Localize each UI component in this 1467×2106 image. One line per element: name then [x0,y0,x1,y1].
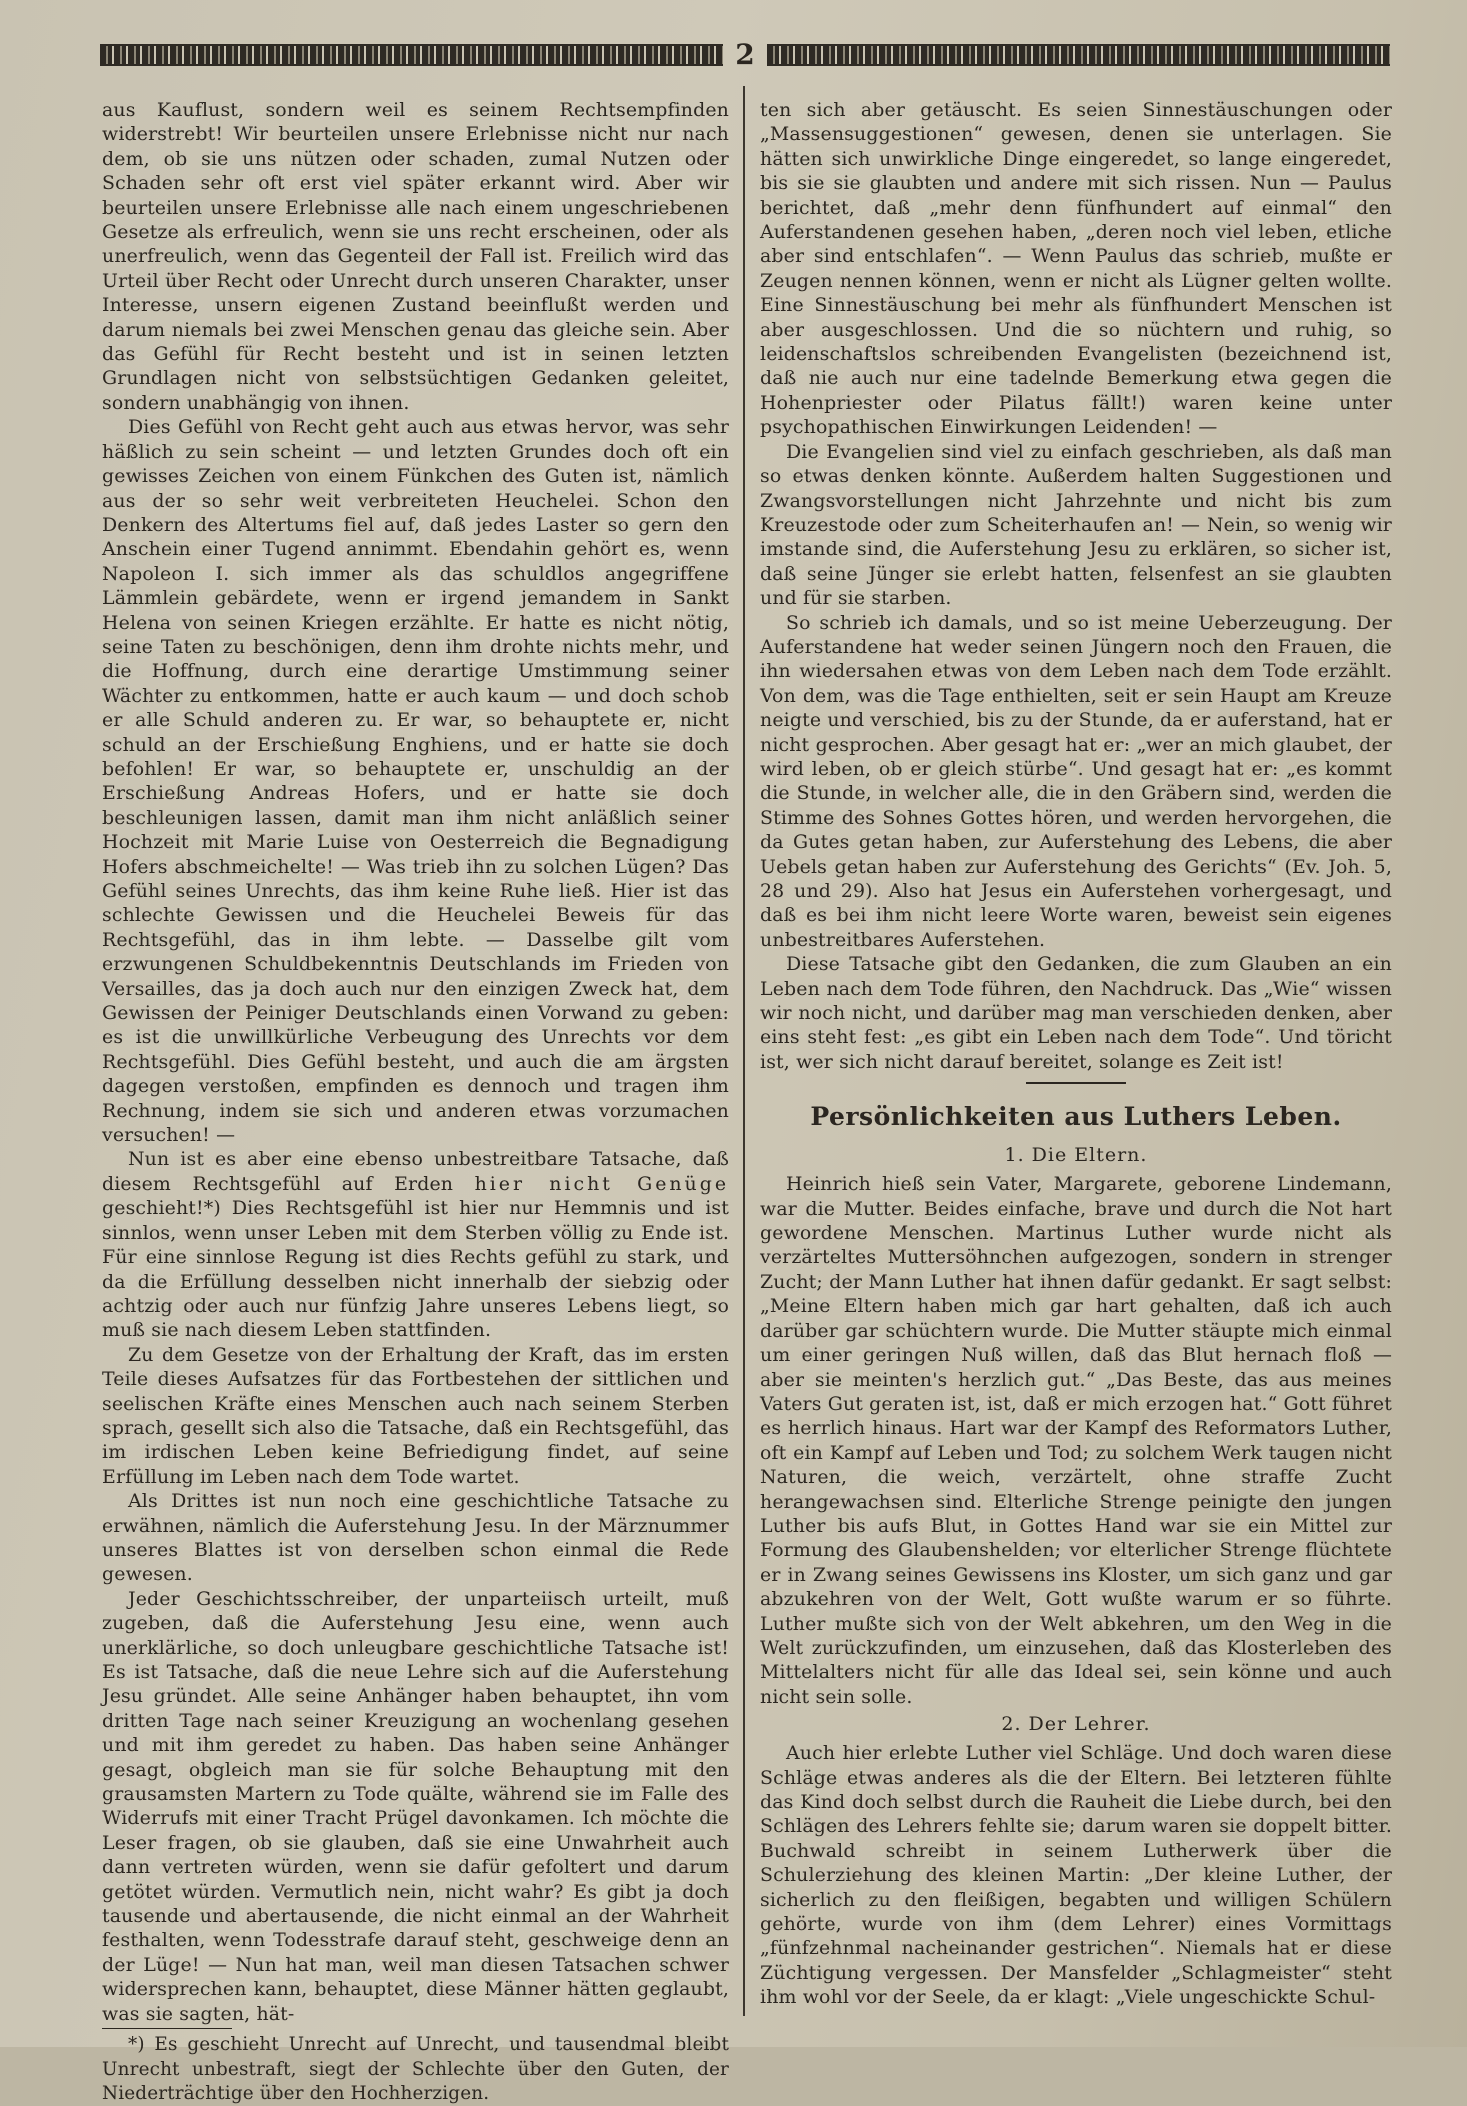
page-number: 2 [735,38,755,71]
left-paragraph: aus Kauflust, sondern weil es seinem Rechtsempfinden widerstrebt! Wir beurteilen unsere Erlebnisse nicht nur nach dem, ob sie uns nützen oder schaden, zumal Nutzen oder Schaden sehr oft erst viel später erkannt wird. Aber wir beurteilen unsere Erlebnisse alle nach einem ungeschriebenen Gesetze als erfreulich, wenn sie uns recht erscheinen, oder als unerfreulich, wenn das Gegenteil der Fall ist. Freilich wird das Urteil über Recht oder Unrecht durch unseren Charakter, unser Interesse, unsern eigenen Zustand beeinflußt werden und darum niemals bei zwei Menschen genau das gleiche sein. Aber das Gefühl für Recht besteht und ist in seinen letzten Grundlagen nicht von selbstsüchtigen Gedanken geleitet, sondern unabhängig von ihnen. [102,99,729,414]
text-span: geschieht!*) Dies Rechtsgefühl ist hier nur Hemmnis und ist sinnlos, wenn unser Leben mit dem Sterben völlig zu Ende ist. Für eine sinnlose Regung ist dies Rechts gefühl zu stark, und da die Erfüllung desselben nicht innerhalb der siebzig oder achtzig oder auch nur fünfzig Jahre unseres Lebens liegt, so muß sie nach diesem Leben stattfinden. [102,1197,729,1342]
page-header [100,38,1390,72]
section-heading: 1. Die Eltern. [1004,1144,1148,1167]
article-separator [1026,1082,1126,1084]
footnote-rule [102,2028,232,2029]
right-column [760,98,1392,2010]
left-column [102,98,729,2106]
text-span: Nun ist es aber eine ebenso unbestreitbare Tatsache, daß diesem Rechtsgefühl auf Erden [102,1148,729,1195]
header-ornament-right [767,44,1390,66]
section-heading: 2. Der Lehrer. [1001,1713,1151,1736]
left-paragraph: Zu dem Gesetze von der Erhaltung der Kraft, das im ersten Teile dieses Aufsatzes für das Fortbestehen der sittlichen und seelischen Kräfte eines Menschen auch nach seinem Sterben sprach, gesellt sich also die Tatsache, daß ein Rechtsgefühl, das im irdischen Leben keine Befriedigung findet, auf seine Erfüllung im Leben nach dem Tode wartet. [102,1343,729,1488]
left-paragraph: Als Drittes ist nun noch eine geschichtliche Tatsache zu erwähnen, nämlich die Auferstehung Jesu. In der Märznummer unseres Blattes ist von derselben schon einmal die Rede gewesen. [102,1490,729,1586]
right-paragraph: Diese Tatsache gibt den Gedanken, die zum Glauben an ein Leben nach dem Tode führen, den Nachdruck. Das „Wie“ wissen wir noch nicht, und darüber mag man verschieden denken, aber eins steht fest: „es gibt ein Leben nach dem Tode“. Und töricht ist, wer sich nicht darauf bereitet, solange es Zeit ist! [760,953,1392,1073]
right-paragraph: So schrieb ich damals, und so ist meine Ueberzeugung. Der Auferstandene hat weder seinen Jüngern noch den Frauen, die ihn wiedersahen etwas von dem Leben nach dem Tode erzählt. Von dem, was die Tage enthielten, seit er sein Haupt am Kreuze neigte und verschied, bis zu der Stunde, da er auferstand, hat er nicht gesprochen. Aber gesagt hat er: „wer an mich glaubet, der wird leben, ob er gleich stürbe“. Und gesagt hat er: „es kommt die Stunde, in welcher alle, die in den Gräbern sind, werden die Stimme des Sohnes Gottes hören, und werden hervorgehen, die da Gutes getan haben, zur Auferstehung des Lebens, die aber Uebels getan haben zur Auferstehung des Gerichts“ (Ev. Joh. 5, 28 und 29). Also hat Jesus ein Auferstehen vorhergesagt, und daß es bei ihm nicht leere Worte waren, beweist sein eigenes unbestreitbares Auferstehen. [760,611,1392,951]
left-paragraph [102,1147,729,1342]
article-title: Persönlichkeiten aus Luthers Leben. [810,1102,1342,1132]
right-paragraph: Heinrich hieß sein Vater, Margarete, geborene Lindemann, war die Mutter. Beides einfache, brave und durch die Not hart gewordene Menschen. Martinus Luther wurde nicht als verzärteltes Muttersöhnchen aufgezogen, sondern in strenger Zucht; der Mann Luther hat ihnen dafür gedankt. Er sagt selbst: „Meine Eltern haben mich gar hart gehalten, daß ich auch darüber gar schüchtern wurde. Die Mutter stäupte mich einmal um einer geringen Nuß willen, daß das Blut hernach floß — aber sie meinten's herzlich gut.“ „Das Beste, das aus meines Vaters Gut geraten ist, ist, daß er mich erzogen hat.“ Gott führet es herrlich hinaus. Hart war der Kampf des Reformators Luther, oft ein Kampf auf Leben und Tod; zu solchem Werk taugen nicht Naturen, die weich, verzärtelt, ohne straffe Zucht herangewachsen sind. Elterliche Strenge peinigte den jungen Luther bis aufs Blut, in Gottes Hand war sie ein Mittel zur Formung des Glaubenshelden; vor elterlicher Strenge flüchtete er in Zwang seines Gewissens ins Kloster, um sich ganz und gar abzukehren von der Welt, Gott wußte warum er so führte. Luther mußte sich von der Welt abkehren, um den Weg in die Welt zurückzufinden, um einzusehen, daß das Klosterleben des Mittelalters nicht für alle das Ideal sei, sein könne und auch nicht sein solle. [760,1173,1392,1708]
right-paragraph: Die Evangelien sind viel zu einfach geschrieben, als daß man so etwas denken könnte. Außerdem halten Suggestionen und Zwangsvorstellungen nicht Jahrzehnte und nicht bis zum Kreuzestode oder zum Scheiterhaufen an! — Nein, so wenig wir imstande sind, die Auferstehung Jesu zu erklären, so sicher ist, daß seine Jünger sie erlebt hatten, felsenfest an sie glaubten und für sie starben. [760,440,1392,610]
column-divider [743,86,745,2016]
spaced-emphasis: hier nicht Genüge [474,1172,729,1195]
header-ornament-left [100,44,723,66]
footnote: *) Es geschieht Unrecht auf Unrecht, und tausendmal bleibt Unrecht unbestraft, siegt der Schlechte über den Guten, der Niederträchtige über den Hochherzigen. [102,2034,729,2104]
right-paragraph: ten sich aber getäuscht. Es seien Sinnestäuschungen oder „Massensuggestionen“ gewesen, denen sie unterlagen. Sie hätten sich unwirkliche Dinge eingeredet, so lange eingeredet, bis sie sie glaubten und andere mit sich rissen. Nun — Paulus berichtet, daß „mehr denn fünfhundert auf einmal“ den Auferstandenen gesehen haben, „deren noch viel leben, etliche aber sind entschlafen“. — Wenn Paulus das schrieb, mußte er Zeugen nennen können, wenn er nicht als Lügner gelten wollte. Eine Sinnestäuschung bei mehr als fünfhundert Menschen ist aber ausgeschlossen. Und die so nüchtern und ruhig, so leidenschaftslos schreibenden Evangelisten (bezeichnend ist, daß nie auch nur eine tadelnde Bemerkung etwa gegen die Hohenpriester oder Pilatus fällt!) waren keine unter psychopathischen Einwirkungen Leidenden! — [760,99,1392,439]
left-paragraph: Jeder Geschichtsschreiber, der unparteiisch urteilt, muß zugeben, daß die Auferstehung Jesu eine, wenn auch unerklärliche, so doch unleugbare geschichtliche Tatsache ist! Es ist Tatsache, daß die neue Lehre sich auf die Auferstehung Jesu gründet. Alle seine Anhänger haben behauptet, ihn vom dritten Tage nach seiner Kreuzigung an wochenlang gesehen und mit ihm geredet zu haben. Das haben seine Anhänger gesagt, obgleich man sie für solche Behauptung mit den grausamsten Martern zu Tode quälte, während sie im Falle des Widerrufs mit einer Tracht Prügel davonkamen. Ich möchte die Leser fragen, ob sie glauben, daß sie eine Unwahrheit auch dann vertreten würden, wenn sie dafür gefoltert und darum getötet würden. Vermutlich nein, nicht wahr? Es gibt ja doch tausende und abertausende, die nicht einmal an der Wahrheit festhalten, wenn Todesstrafe darauf steht, geschweige denn an der Lüge! — Nun hat man, weil man diesen Tatsachen schwer widersprechen kann, behauptet, diese Männer hätten geglaubt, was sie sagten, hät- [102,1587,729,2025]
left-paragraph: Dies Gefühl von Recht geht auch aus etwas hervor, was sehr häßlich zu sein scheint — und letzten Grundes doch oft ein gewisses Zeichen von einem Fünkchen des Guten ist, nämlich aus der so sehr weit verbreiteten Heuchelei. Schon den Denkern des Altertums fiel auf, daß jedes Laster so gern den Anschein einer Tugend annimmt. Ebendahin gehört es, wenn Napoleon I. sich immer als das schuldlos angegriffene Lämmlein gebärdete, wenn er irgend jemandem in Sankt Helena von seinen Kriegen erzählte. Er hatte es nicht nötig, seine Taten zu beschönigen, denn ihm drohte nichts mehr, und die Hoffnung, durch eine derartige Umstimmung seiner Wächter zu entkommen, hatte er auch kaum — und doch schob er alle Schuld anderen zu. Er war, so behauptete er, nicht schuld an der Erschießung Enghiens, und er hatte sie doch befohlen! Er war, so behauptete er, unschuldig an der Erschießung Andreas Hofers, und er hatte sie doch beschleunigen lassen, damit man ihm nicht anläßlich seiner Hochzeit mit Marie Luise von Oesterreich die Begnadigung Hofers abschmeichelte! — Was trieb ihn zu solchen Lügen? Das Gefühl seines Unrechts, das ihm keine Ruhe ließ. Hier ist das schlechte Gewissen und die Heuchelei Beweis für das Rechtsgefühl, das in ihm lebte. — Dasselbe gilt vom erzwungenen Schuldbekenntnis Deutschlands im Frieden von Versailles, das ja doch auch nur den einzigen Zweck hat, dem Gewissen der Peiniger Deutschlands einen Vorwand zu geben: es ist die unwillkürliche Verbeugung des Unrechts vor dem Rechtsgefühl. Dies Gefühl besteht, und auch die am ärgsten dagegen verstoßen, empfinden es dennoch und tragen ihm Rechnung, indem sie sich und anderen etwas vorzumachen versuchen! — [102,416,729,1147]
right-paragraph: Auch hier erlebte Luther viel Schläge. Und doch waren diese Schläge etwas anderes als die der Eltern. Bei letzteren fühlte das Kind doch selbst durch die Rauheit die Liebe durch, bei den Schlägen des Lehrers fehlte sie; darum waren sie doppelt bitter. Buchwald schreibt in seinem Lutherwerk über die Schulerziehung des kleinen Martin: „Der kleine Luther, der sicherlich zu den fleißigen, begabten und willigen Schülern gehörte, wurde von ihm (dem Lehrer) eines Vormittags „fünfzehnmal nacheinander gestrichen“. Niemals hat er diese Züchtigung vergessen. Der Mansfelder „Schlagmeister“ steht ihm wohl vor der Seele, da er klagt: „Viele ungeschickte Schul- [760,1742,1392,2009]
